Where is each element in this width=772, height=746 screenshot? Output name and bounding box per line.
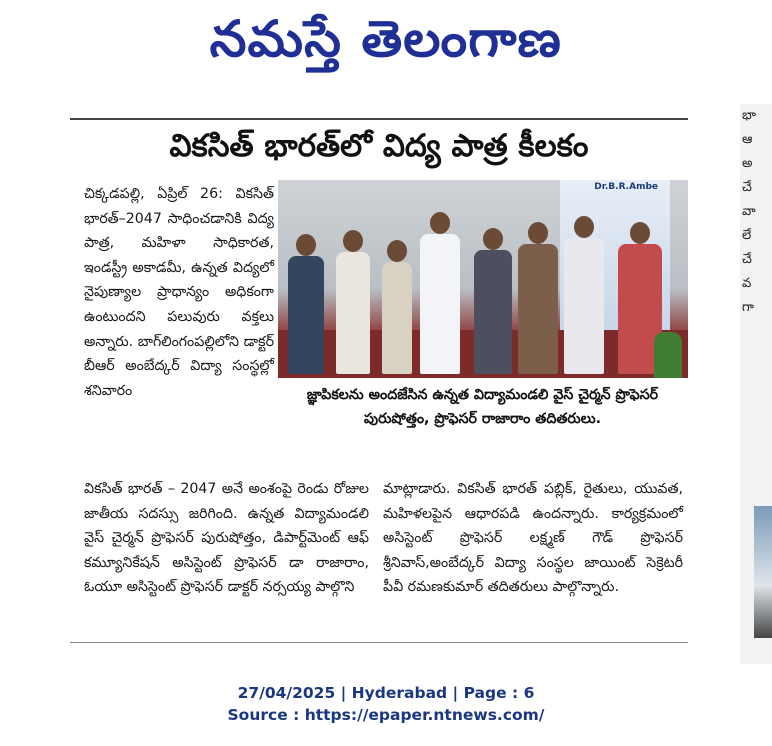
- event-photo: [278, 180, 688, 378]
- side-text-line: భా: [742, 108, 756, 123]
- newspaper-title: నమస్తే తెలంగాణ: [209, 9, 563, 68]
- plant: [654, 332, 682, 378]
- article-headline: వికసిత్ భారత్‌లో విద్య పాత్ర కీలకం: [169, 128, 589, 164]
- person-figure: [382, 262, 412, 374]
- masthead: [0, 0, 772, 90]
- person-figure: [420, 234, 460, 374]
- person-figure: [474, 250, 512, 374]
- side-text-line: చే: [742, 180, 752, 195]
- footer-source-line: Source : https://epaper.ntnews.com/: [227, 706, 545, 724]
- top-rule: [70, 118, 688, 120]
- article-paragraph-left: వికసిత్ భారత్ – 2047 అనే అంశంపై రెండు రోజుల జాతీయ సదస్సు జరిగింది. ఉన్నత విద్యామండలి వైస్ చైర్మన్ ప్రొఫెసర్ పురుషోత్తం, డిపార్ట్‌మెంట్ ఆఫ్ కమ్యూనికేషన్ అసిస్టెంట్ ప్రొఫెసర్ డా రాజారాం, ఓయూ అసిస్టెంట్ ప్రొఫెసర్ డాక్టర్ నర్సయ్య పాల్గొని: [84, 481, 369, 596]
- side-text-line: గా: [742, 300, 754, 315]
- adjacent-photo: [754, 506, 772, 638]
- side-text-line: ఆ: [742, 132, 753, 147]
- person-figure: [564, 238, 604, 374]
- side-text-line: వా: [742, 204, 756, 219]
- photo-banner-text: Dr.B.R.Ambe: [594, 182, 658, 192]
- person-figure: [288, 256, 324, 374]
- person-figure: [336, 252, 370, 374]
- side-text-line: లే: [742, 228, 752, 243]
- article-paragraph-top: చిక్కడపల్లి, ఏప్రిల్ 26: వికసిత్ భారత్–2047 సాధించడానికి విద్య పాత్ర, మహిళా సాధికారత, ఇండస్ట్రీ అకాడమీ, ఉన్నత విద్యలో నైపుణ్యాల ప్రాధాన్యం అధికంగా ఉంటుందని పలువురు వక్తలు అన్నారు. బాగ్‌లింగంపల్లిలోని డాక్టర్ బీఆర్ అంబేద్కర్ విద్యా సంస్థల్లో శనివారం: [84, 186, 274, 399]
- page-footer: [0, 682, 772, 726]
- article-paragraph-right: మాట్లాడారు. వికసిత్ భారత్ పబ్లిక్, రైతులు, యువత, మహిళలపైన ఆధారపడి ఉందన్నారు. కార్యక్రమంలో అసిస్టెంట్ ప్రొఫెసర్ లక్ష్మణ్ గౌడ్ ప్రొఫెసర్ శ్రీనివాస్,అంబేద్కర్ విద్యా సంస్థల జాయింట్ సెక్రెటరీ పీవీ రమణకుమార్ తదితరులు పాల్గొన్నారు.: [383, 481, 683, 596]
- person-figure: [518, 244, 558, 374]
- side-text-line: అ: [742, 156, 753, 171]
- photo-caption: జ్ఞాపికలను అందజేసిన ఉన్నత విద్యామండలి వైస్ చైర్మన్ ప్రొఫెసర్ పురుషోత్తం, ప్రొఫెసర్ రాజారాం తదితరులు.: [306, 387, 659, 427]
- section-divider: [70, 642, 688, 643]
- side-text-line: చే: [742, 252, 752, 267]
- side-text-line: వ: [742, 276, 752, 291]
- footer-date-line: 27/04/2025 | Hyderabad | Page : 6: [237, 684, 535, 702]
